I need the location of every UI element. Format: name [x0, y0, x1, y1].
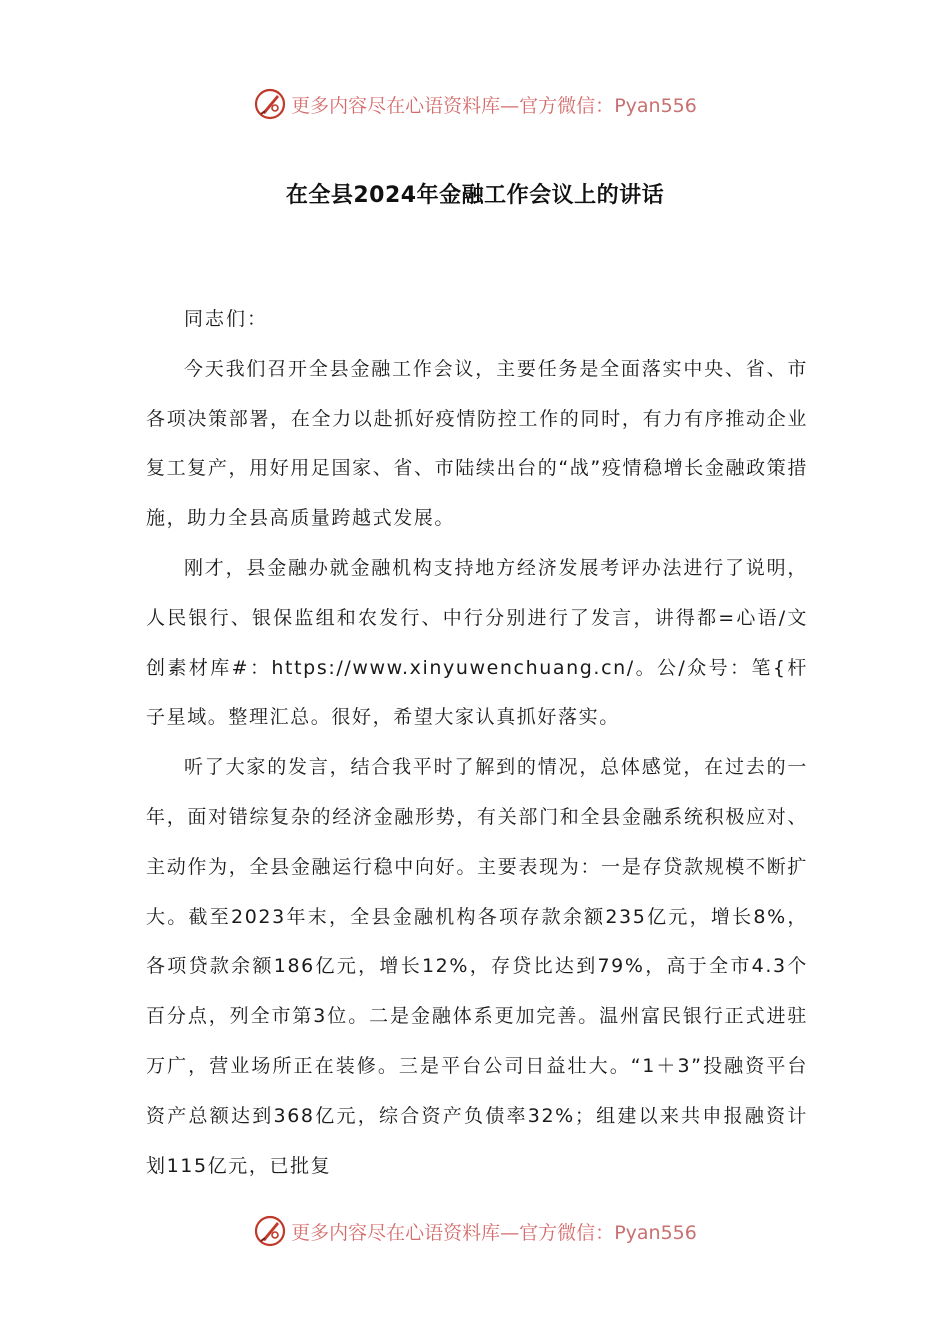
- quill-logo-icon: [253, 87, 287, 121]
- footer-watermark: [0, 1211, 950, 1251]
- document-title: 在全县2024年金融工作会议上的讲话: [285, 183, 665, 208]
- watermark-site-text: 更多内容尽在心语资料库: [291, 1221, 501, 1244]
- document-body: [146, 295, 808, 1191]
- watermark-dash: —: [500, 94, 520, 117]
- body-paragraph: 今天我们召开全县金融工作会议，主要任务是全面落实中央、省、市各项决策部署，在全力以赴抓好疫情防控工作的同时，有力有序推动企业复工复产，用好用足国家、省、市陆续出台的“战”疫情稳增长金融政策措施，助力全县高质量跨越式发展。: [146, 357, 808, 530]
- watermark-wechat-id: Pyan556: [614, 94, 697, 117]
- watermark-wechat-label: 官方微信：: [519, 94, 615, 117]
- watermark-dash: —: [500, 1221, 520, 1244]
- body-paragraph: 刚才，县金融办就金融机构支持地方经济发展考评办法进行了说明，人民银行、银保监组和农发行、中行分别进行了发言，讲得都=心语/文创素材库#：https://www.xinyuwenchuang.cn/。公/众号：笔{杆子星域。整理汇总。很好，希望大家认真抓好落实。: [146, 556, 808, 729]
- watermark-wechat-id: Pyan556: [614, 1221, 697, 1244]
- watermark-wechat-label: 官方微信：: [519, 1221, 615, 1244]
- watermark-text: [291, 91, 697, 118]
- quill-logo-icon: [253, 1214, 287, 1248]
- greeting-paragraph: 同志们：: [184, 308, 269, 330]
- header-watermark: [0, 84, 950, 124]
- watermark-site-text: 更多内容尽在心语资料库: [291, 94, 501, 117]
- watermark-text: [291, 1218, 697, 1245]
- body-paragraph: 听了大家的发言，结合我平时了解到的情况，总体感觉，在过去的一年，面对错综复杂的经济金融形势，有关部门和全县金融系统积极应对、主动作为，全县金融运行稳中向好。主要表现为：一是存贷款规模不断扩大。截至2023年末，全县金融机构各项存款余额235亿元，增长8%，各项贷款余额186亿元，增长12%，存贷比达到79%，高于全市4.3个百分点，列全市第3位。二是金融体系更加完善。温州富民银行正式进驻万广，营业场所正在装修。三是平台公司日益壮大。“1＋3”投融资平台资产总额达到368亿元，综合资产负债率32%；组建以来共申报融资计划115亿元，已批复: [146, 756, 808, 1177]
